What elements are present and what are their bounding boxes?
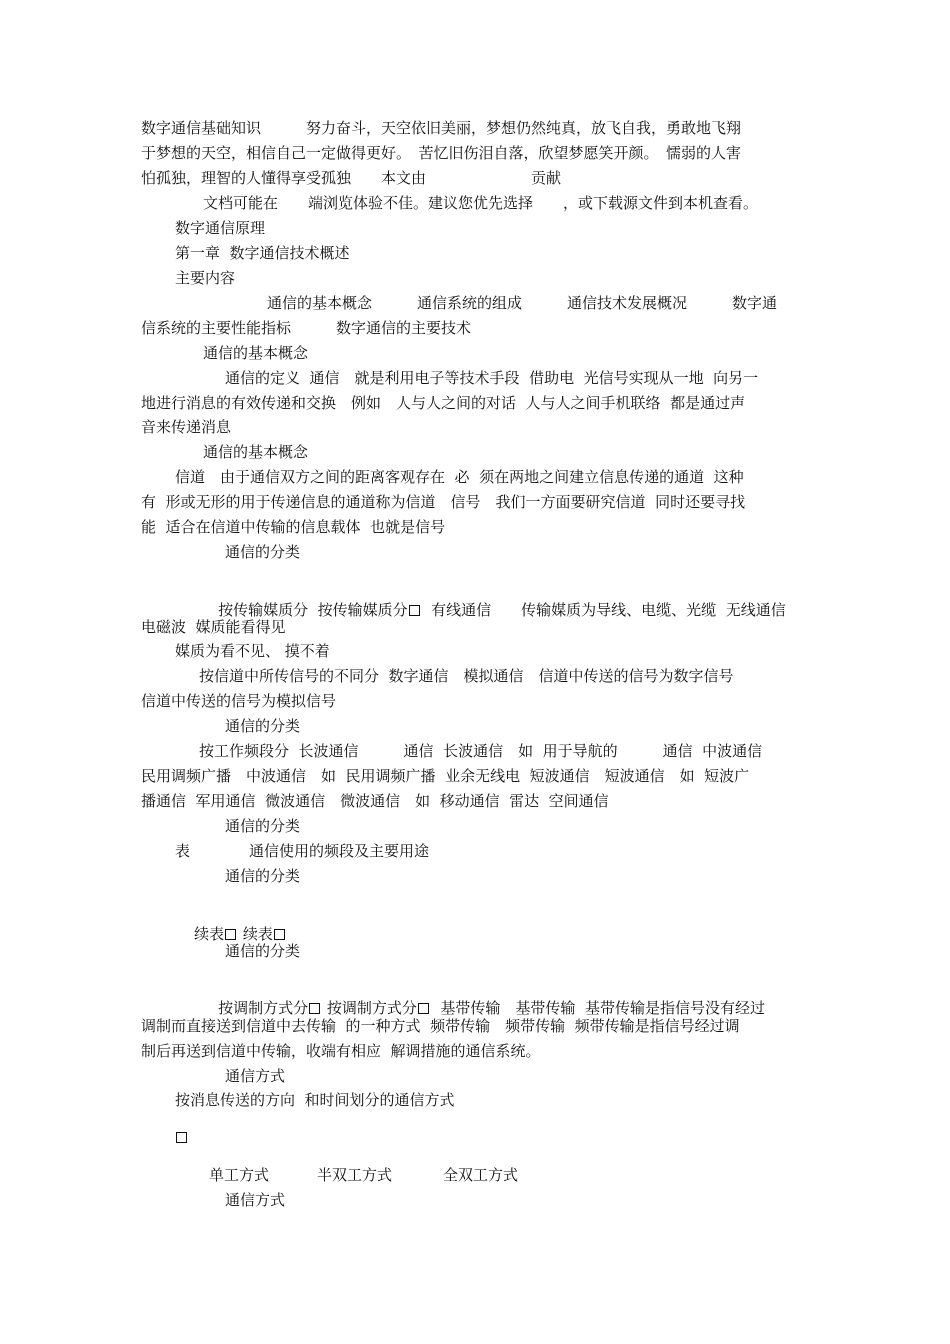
text-line: 通信的定义 通信 就是利用电子等技术手段 借助电 光信号实现从一地 向另一 bbox=[225, 369, 759, 387]
section-heading: 通信的分类 bbox=[225, 942, 301, 960]
section-heading: 通信方式 bbox=[225, 1191, 286, 1209]
section-heading: 通信的分类 bbox=[225, 717, 301, 735]
chapter-heading: 第一章 数字通信技术概述 bbox=[175, 244, 350, 262]
section-heading: 通信的基本概念 bbox=[203, 344, 309, 362]
missing-glyph-box bbox=[309, 1003, 320, 1014]
text-line: 音来传递消息 bbox=[141, 418, 232, 436]
section-heading: 数字通信原理 bbox=[175, 219, 266, 237]
text-span: 续表 bbox=[194, 925, 225, 943]
text-line: 文档可能在 端浏览体验不佳。建议您优先选择 ，或下载源文件到本机查看。 bbox=[203, 194, 759, 212]
section-heading: 通信的分类 bbox=[225, 817, 301, 835]
text-span: 续表 bbox=[238, 925, 273, 943]
text-span: 按传输媒质分 按传输媒质分 bbox=[218, 601, 408, 619]
text-line: 信系统的主要性能指标 数字通信的主要技术 bbox=[141, 319, 472, 337]
text-line: 民用调频广播 中波通信 如 民用调频广播 业余无线电 短波通信 短波通信 如 短波广 bbox=[141, 767, 750, 785]
text-span: 按调制方式分 bbox=[218, 999, 309, 1017]
text-line: 怕孤独，理智的人懂得享受孤独 本文由 贡献 bbox=[141, 169, 562, 187]
missing-glyph-box bbox=[274, 929, 285, 940]
text-line bbox=[199, 580, 786, 640]
text-line: 地进行消息的有效传递和交换 例如 人与人之间的对话 人与人之间手机联络 都是通过声 bbox=[141, 394, 746, 412]
text-line: 数字通信基础知识 努力奋斗，天空依旧美丽，梦想仍然纯真，放飞自我，勇敢地飞翔 bbox=[141, 119, 742, 137]
text-line: 于梦想的天空，相信自己一定做得更好。 苦忆旧伤泪自落，欣望梦愿笑开颜。 懦弱的人害 bbox=[141, 144, 742, 162]
mode-simplex: 单工方式 bbox=[209, 1166, 270, 1184]
text-line: 电磁波 媒质能看得见 bbox=[141, 618, 286, 636]
table-label: 表 bbox=[175, 842, 191, 860]
text-span: 有线通信 传输媒质为导线、电缆、光缆 无线通信 bbox=[421, 601, 786, 619]
mode-half-duplex: 半双工方式 bbox=[317, 1166, 393, 1184]
text-line: 调制而直接送到信道中去传输 的一种方式 频带传输 频带传输 频带传输是指信号经过调 bbox=[141, 1017, 740, 1035]
text-line: 通信的基本概念 通信系统的组成 通信技术发展概况 数字通 bbox=[267, 294, 778, 312]
section-heading: 通信方式 bbox=[225, 1067, 286, 1085]
text-line: 信道中传送的信号为模拟信号 bbox=[141, 692, 337, 710]
text-span: 基带传输 基带传输 基带传输是指信号没有经过 bbox=[430, 999, 765, 1017]
section-heading: 通信的基本概念 bbox=[203, 443, 309, 461]
text-span: 按调制方式分 bbox=[322, 999, 417, 1017]
missing-glyph-box bbox=[176, 1132, 187, 1143]
section-heading: 通信的分类 bbox=[225, 867, 301, 885]
section-heading: 主要内容 bbox=[175, 269, 236, 287]
text-line: 按信道中所传信号的不同分 数字通信 模拟通信 信道中传送的信号为数字信号 bbox=[199, 667, 734, 685]
missing-glyph-box bbox=[409, 605, 420, 616]
table-caption: 通信使用的频段及主要用途 bbox=[249, 842, 430, 860]
text-line: 媒质为看不见、 摸不着 bbox=[175, 642, 330, 660]
missing-glyph-box bbox=[418, 1003, 429, 1014]
text-line: 按消息传送的方向 和时间划分的通信方式 bbox=[175, 1091, 455, 1109]
text-line: 信道 由于通信双方之间的距离客观存在 必 须在两地之间建立信息传递的通道 这种 bbox=[175, 468, 744, 486]
text-line: 按工作频段分 长波通信 通信 长波通信 如 用于导航的 通信 中波通信 bbox=[199, 742, 763, 760]
text-line: 有 形或无形的用于传递信息的通道称为信道 信号 我们一方面要研究信道 同时还要寻找 bbox=[141, 493, 746, 511]
missing-glyph-box bbox=[225, 929, 236, 940]
text-line: 播通信 军用通信 微波通信 微波通信 如 移动通信 雷达 空间通信 bbox=[141, 792, 609, 810]
mode-full-duplex: 全双工方式 bbox=[443, 1166, 519, 1184]
section-heading: 通信的分类 bbox=[225, 543, 301, 561]
text-line: 能 适合在信道中传输的信息载体 也就是信号 bbox=[141, 518, 446, 536]
text-line: 制后再送到信道中传输，收端有相应 解调措施的通信系统。 bbox=[141, 1042, 541, 1060]
